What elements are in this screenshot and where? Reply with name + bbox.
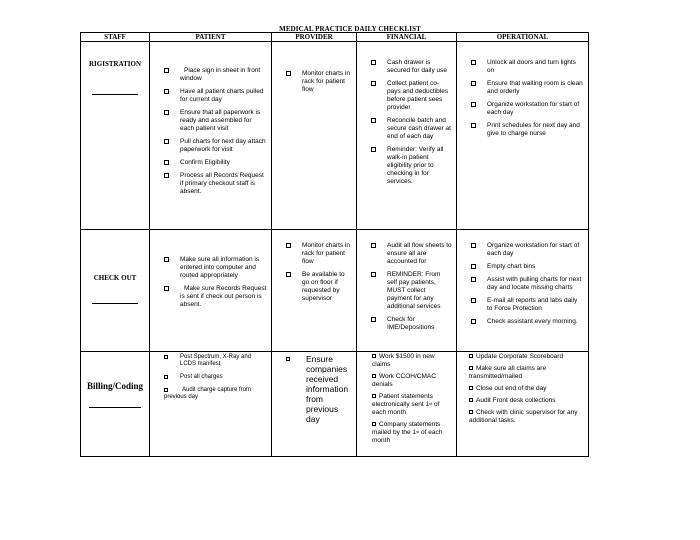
checkbox-icon[interactable]: [471, 243, 476, 248]
header-patient: PATIENT: [150, 33, 272, 42]
checkbox-icon[interactable]: [471, 81, 476, 86]
list-item[interactable]: Work $1500 in new claims: [372, 353, 435, 368]
list-item[interactable]: Process all Records Request if primary checkout staff is absent.: [150, 172, 271, 196]
checkout-patient: [150, 230, 272, 352]
staff-billing: [81, 352, 150, 457]
list-item[interactable]: Organize workstation for start of each day: [457, 242, 588, 258]
staff-registration: [81, 42, 150, 230]
checkbox-icon[interactable]: [286, 357, 290, 361]
checkbox-icon[interactable]: [164, 89, 169, 94]
list-item[interactable]: Unlock all doors and turn lights on: [457, 59, 588, 75]
checkbox-icon[interactable]: [164, 68, 169, 73]
list-item[interactable]: Work CCOH/CMAC denials: [372, 373, 436, 388]
list-item[interactable]: Monitor charts in rack for patient flow: [272, 242, 356, 266]
checklist-table: [80, 32, 589, 457]
signature-line[interactable]: [92, 94, 138, 95]
list-item[interactable]: Ensure that waiting room is clean and orderly: [457, 80, 588, 96]
list-item[interactable]: Post all charges: [150, 374, 271, 381]
checkbox-icon[interactable]: [286, 71, 291, 76]
list-item[interactable]: Monitor charts in rack for patient flow: [272, 70, 356, 94]
billing-operational: [457, 352, 589, 457]
staff-label: RIGISTRATION: [89, 60, 141, 68]
checkbox-icon[interactable]: [471, 60, 476, 65]
checkbox-icon[interactable]: [164, 139, 169, 144]
header-staff: STAFF: [81, 33, 150, 42]
checkbox-icon[interactable]: [469, 386, 473, 390]
billing-financial: [357, 352, 457, 457]
list-item[interactable]: Organize workstation for start of each day: [457, 101, 588, 117]
list-item[interactable]: Pull charts for next day attach paperwork for visit: [150, 138, 271, 154]
list-item[interactable]: Reminder: Verify all walk-in patient eligibility prior to checking in for services.: [357, 146, 456, 186]
checkbox-icon[interactable]: [164, 160, 169, 165]
registration-financial: [357, 42, 457, 230]
checkbox-icon[interactable]: [164, 173, 169, 178]
list-item[interactable]: Ensure companies received information from previous day: [272, 354, 356, 424]
list-item[interactable]: Place sign in sheet in front window: [150, 67, 271, 83]
list-item[interactable]: Check with clinic supervisor for any additional tasks.: [469, 409, 578, 424]
checkbox-icon[interactable]: [469, 366, 473, 370]
header-financial: FINANCIAL: [357, 33, 457, 42]
checkbox-icon[interactable]: [371, 118, 376, 123]
billing-patient: [150, 352, 272, 457]
signature-line[interactable]: [89, 407, 141, 408]
checkbox-icon[interactable]: [471, 319, 476, 324]
checkbox-icon[interactable]: [372, 394, 376, 398]
list-item[interactable]: E-mail all reports and labs daily to Force Protection: [457, 297, 588, 313]
list-item[interactable]: Reconcile batch and secure cash drawer at end of each day: [357, 117, 456, 141]
checkbox-icon[interactable]: [164, 286, 169, 291]
header-operational: OPERATIONAL: [457, 33, 589, 42]
checkout-row: [81, 230, 589, 352]
list-item[interactable]: Check assistant every morning.: [457, 318, 588, 326]
list-item[interactable]: REMINDER: From self pay patients, MUST collect payment for any additional services: [357, 271, 456, 311]
list-item[interactable]: Audit all flow sheets to ensure all are accounted for: [357, 242, 456, 266]
checkbox-icon[interactable]: [164, 388, 168, 392]
list-item[interactable]: Make sure all claims are transmitted/mailed: [469, 365, 547, 380]
checkbox-icon[interactable]: [469, 354, 473, 358]
checkbox-icon[interactable]: [469, 410, 473, 414]
checkbox-icon[interactable]: [372, 422, 376, 426]
checkbox-icon[interactable]: [469, 398, 473, 402]
list-item[interactable]: Print schedules for next day and give to charge nurse: [457, 122, 588, 138]
list-item[interactable]: Update Corporate Scoreboard: [457, 353, 588, 361]
registration-patient: [150, 42, 272, 230]
checkbox-icon[interactable]: [286, 272, 291, 277]
list-item[interactable]: Audit charge capture from previous day: [164, 387, 252, 400]
list-item[interactable]: Audit Front desk collections: [457, 397, 588, 405]
list-item[interactable]: Make sure Records Request is sent if check out person is absent.: [150, 285, 271, 309]
registration-operational: [457, 42, 589, 230]
header-row: [81, 33, 589, 42]
checkbox-icon[interactable]: [371, 60, 376, 65]
checkbox-icon[interactable]: [371, 317, 376, 322]
list-item[interactable]: Confirm Eligibility: [150, 159, 271, 167]
list-item[interactable]: Check for IME/Depositions: [357, 316, 456, 332]
billing-provider: [272, 352, 357, 457]
list-item[interactable]: Patient statements electronically sent 1st of each month: [372, 393, 440, 416]
checkbox-icon[interactable]: [471, 277, 476, 282]
list-item[interactable]: Cash drawer is secured for daily use: [357, 59, 456, 75]
checkbox-icon[interactable]: [471, 298, 476, 303]
list-item[interactable]: Company statements mailed by the 1st of each month: [372, 421, 443, 444]
checkbox-icon[interactable]: [164, 355, 168, 359]
checkout-provider: [272, 230, 357, 352]
checkbox-icon[interactable]: [371, 81, 376, 86]
checkbox-icon[interactable]: [372, 374, 376, 378]
list-item[interactable]: Assist with pulling charts for next day and locate missing charts: [457, 276, 588, 292]
checkbox-icon[interactable]: [286, 243, 291, 248]
signature-line[interactable]: [92, 303, 138, 304]
checkbox-icon[interactable]: [371, 243, 376, 248]
checkbox-icon[interactable]: [164, 375, 168, 379]
checkbox-icon[interactable]: [371, 147, 376, 152]
registration-row: [81, 42, 589, 230]
checkbox-icon[interactable]: [471, 264, 476, 269]
checkbox-icon[interactable]: [471, 102, 476, 107]
list-item[interactable]: Make sure all information is entered into computer and routed appropriately: [150, 256, 271, 280]
list-item[interactable]: Be available to go on floor if requested by supervisor: [272, 271, 356, 303]
list-item[interactable]: Post Spectrum, X-Ray and LCDS manifest: [150, 354, 271, 368]
checkbox-icon[interactable]: [164, 257, 169, 262]
checkbox-icon[interactable]: [371, 272, 376, 277]
staff-label: Billing/Coding: [86, 381, 144, 391]
header-provider: PROVIDER: [272, 33, 357, 42]
checkbox-icon[interactable]: [471, 123, 476, 128]
checkbox-icon[interactable]: [372, 354, 376, 358]
list-item[interactable]: Have all patient charts pulled for current day: [150, 88, 271, 104]
checkout-operational: [457, 230, 589, 352]
list-item[interactable]: Close out end of the day: [457, 385, 588, 393]
list-item[interactable]: Empty chart bins: [457, 263, 588, 271]
registration-provider: [272, 42, 357, 230]
staff-label: CHECK OUT: [93, 274, 137, 282]
list-item[interactable]: Collect patient co-pays and deductibles before patient sees provider: [357, 80, 456, 112]
billing-row: [81, 352, 589, 457]
checkout-financial: [357, 230, 457, 352]
staff-checkout: [81, 230, 150, 352]
checkbox-icon[interactable]: [164, 110, 169, 115]
page-title: MEDICAL PRACTICE DAILY CHECKLIST: [279, 25, 421, 33]
list-item[interactable]: Ensure that all paperwork is ready and assembled for each patient visit: [150, 109, 271, 133]
